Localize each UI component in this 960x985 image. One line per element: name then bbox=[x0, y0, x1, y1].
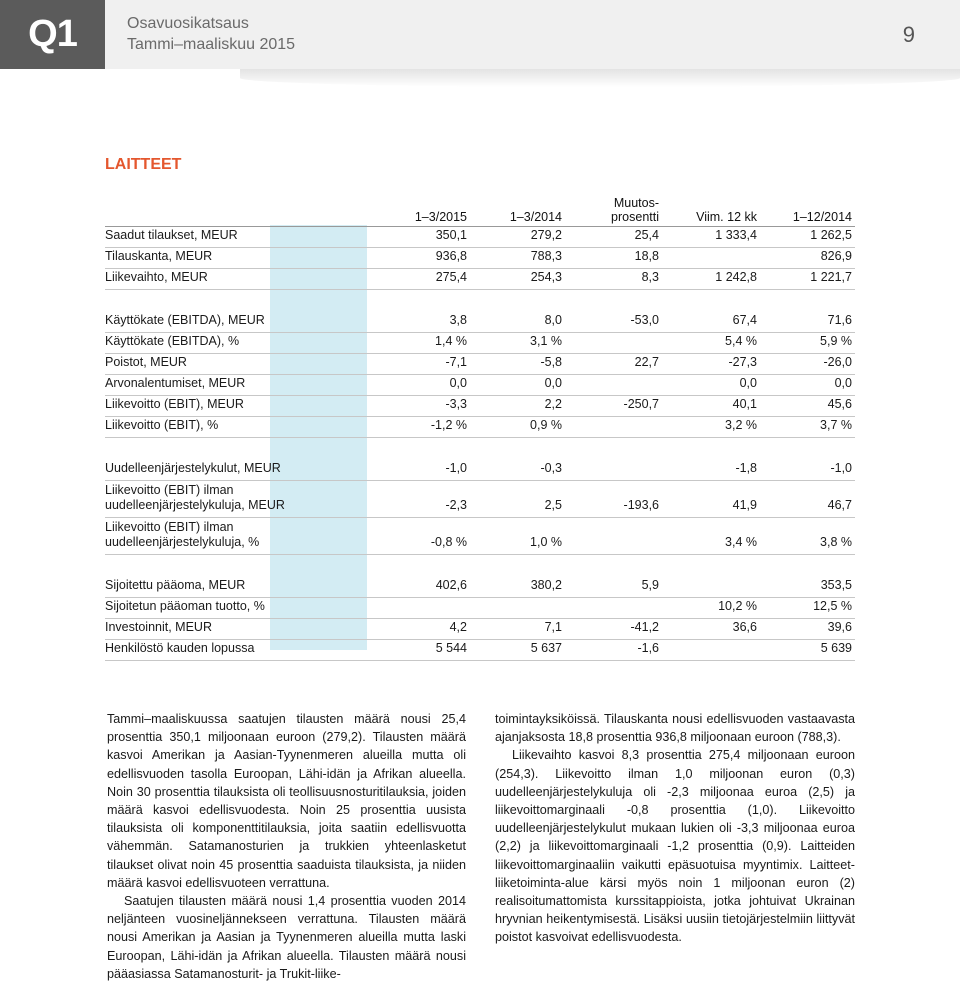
table-cell: 3,7 % bbox=[820, 418, 852, 432]
table-cell: 826,9 bbox=[820, 249, 852, 263]
row-label: Sijoitetun pääoman tuotto, % bbox=[105, 599, 265, 613]
row-label: Käyttökate (EBITDA), % bbox=[105, 334, 240, 348]
table-cell: 1,0 % bbox=[530, 535, 562, 549]
row-label: Henkilöstö kauden lopussa bbox=[105, 641, 255, 655]
table-cell: 25,4 bbox=[634, 228, 659, 242]
table-cell: 936,8 bbox=[435, 249, 467, 263]
row-label: Liikevoitto (EBIT) ilman uudelleenjärjestelykuluja, MEUR bbox=[105, 483, 285, 512]
row-label: Arvonalentumiset, MEUR bbox=[105, 376, 246, 390]
table-cell: 0,0 bbox=[834, 376, 852, 390]
table-row bbox=[105, 227, 855, 248]
table-cell: 8,0 bbox=[544, 313, 562, 327]
table-cell: 5,4 % bbox=[725, 334, 757, 348]
table-row bbox=[105, 598, 855, 619]
table-cell: -1,0 bbox=[445, 461, 467, 475]
table-cell: 67,4 bbox=[732, 313, 757, 327]
table-cell: -3,3 bbox=[445, 397, 467, 411]
report-title: Osavuosikatsaus bbox=[127, 15, 249, 32]
financial-table bbox=[105, 190, 855, 661]
table-cell: -41,2 bbox=[630, 620, 659, 634]
report-period: Tammi–maaliskuu 2015 bbox=[127, 36, 296, 53]
table-cell: 0,0 bbox=[544, 376, 562, 390]
table-cell: 36,6 bbox=[732, 620, 757, 634]
paragraph: Saatujen tilausten määrä nousi 1,4 prosenttia vuoden 2014 neljänteen vuosineljännekseen verrattuna. Tilausten määrä nousi Amerikan ja Aasian ja Tyynenmeren alueilla mutta laski Euroopan, Lähi-idän ja Afrikan alueella. Tilausten määrä nousi pääasiassa Satamanosturit- ja Trukit-liike- bbox=[107, 894, 466, 981]
table-cell: 40,1 bbox=[732, 397, 757, 411]
table-cell: 5,9 bbox=[641, 578, 659, 592]
row-label: Poistot, MEUR bbox=[105, 355, 187, 369]
table-cell: 7,1 bbox=[544, 620, 562, 634]
table-cell: 5 639 bbox=[820, 641, 852, 655]
table-cell: 5,9 % bbox=[820, 334, 852, 348]
table-cell: 1 221,7 bbox=[810, 270, 852, 284]
header-bar bbox=[105, 0, 960, 69]
group-spacer bbox=[105, 555, 855, 577]
group-spacer bbox=[105, 438, 855, 460]
table-cell: -1,0 bbox=[830, 461, 852, 475]
table-cell: -1,2 % bbox=[430, 418, 467, 432]
table-cell: 3,4 % bbox=[725, 535, 757, 549]
table-cell: 275,4 bbox=[435, 270, 467, 284]
table-cell: -1,8 bbox=[735, 461, 757, 475]
table-cell: 402,6 bbox=[435, 578, 467, 592]
table-cell: 8,3 bbox=[641, 270, 659, 284]
table-cell: 3,8 % bbox=[820, 535, 852, 549]
table-cell: 350,1 bbox=[435, 228, 467, 242]
table-row bbox=[105, 333, 855, 354]
table-cell: 1 262,5 bbox=[810, 228, 852, 242]
table-row bbox=[105, 481, 855, 518]
table-row bbox=[105, 354, 855, 375]
table-cell: 380,2 bbox=[530, 578, 562, 592]
table-cell: 5 544 bbox=[435, 641, 467, 655]
column-header: 1–12/2014 bbox=[792, 210, 852, 224]
text-column-right bbox=[495, 710, 855, 947]
table-cell: 46,7 bbox=[827, 498, 852, 512]
row-label: Liikevaihto, MEUR bbox=[105, 270, 208, 284]
table-row bbox=[105, 312, 855, 333]
column-header: Muutos- prosentti bbox=[611, 196, 659, 224]
table-cell: -27,3 bbox=[728, 355, 757, 369]
table-row bbox=[105, 375, 855, 396]
row-label: Sijoitettu pääoma, MEUR bbox=[105, 578, 246, 592]
table-cell: 0,9 % bbox=[530, 418, 562, 432]
column-header: Viim. 12 kk bbox=[696, 210, 757, 224]
column-header: 1–3/2015 bbox=[414, 210, 467, 224]
table-cell: -0,3 bbox=[540, 461, 562, 475]
table-cell: 1 242,8 bbox=[715, 270, 757, 284]
table-header bbox=[105, 190, 855, 227]
table-cell: 18,8 bbox=[634, 249, 659, 263]
table-cell: 71,6 bbox=[827, 313, 852, 327]
table-cell: 353,5 bbox=[820, 578, 852, 592]
text-column-left bbox=[107, 710, 466, 983]
table-cell: -2,3 bbox=[445, 498, 467, 512]
table-row bbox=[105, 518, 855, 555]
table-cell: -250,7 bbox=[623, 397, 659, 411]
row-label: Saadut tilaukset, MEUR bbox=[105, 228, 238, 242]
table-cell: 3,1 % bbox=[530, 334, 562, 348]
table-cell: 39,6 bbox=[827, 620, 852, 634]
table-row bbox=[105, 640, 855, 661]
table-cell: 2,2 bbox=[544, 397, 562, 411]
table-cell: -193,6 bbox=[623, 498, 659, 512]
table-cell: 45,6 bbox=[827, 397, 852, 411]
table-cell: 12,5 % bbox=[813, 599, 852, 613]
table-cell: 10,2 % bbox=[718, 599, 757, 613]
paragraph: Tammi–maaliskuussa saatujen tilausten määrä nousi 25,4 prosenttia 350,1 miljoonaan euroon (279,2). Tilausten määrä kasvoi Amerikan ja Aasian-Tyynenmeren alueilla mutta oli edellisvuoden tasolla Euroopan, Lähi-idän ja Afrikan alueella. Noin 30 prosenttia tilauksista oli teollisuusnosturitilauksia, joiden määrä kasvoi edellisvuodesta. Noin 25 prosenttia uusista tilauksista oli komponenttitilauksia, joita saatiin edellisvuotta vähemmän. Satamanosturien ja trukkien yhteenlasketut tilaukset olivat noin 45 prosenttia saaduista tilauksista, ja niiden määrä kasvoi edellisvuoteen verrattuna. bbox=[107, 712, 466, 890]
table-cell: 3,2 % bbox=[725, 418, 757, 432]
table-cell: 0,0 bbox=[449, 376, 467, 390]
table-cell: -5,8 bbox=[540, 355, 562, 369]
table-cell: 1 333,4 bbox=[715, 228, 757, 242]
table-cell: 4,2 bbox=[449, 620, 467, 634]
table-cell: -53,0 bbox=[630, 313, 659, 327]
table-cell: 788,3 bbox=[530, 249, 562, 263]
row-label: Uudelleenjärjestelykulut, MEUR bbox=[105, 461, 281, 475]
table-cell: 0,0 bbox=[739, 376, 757, 390]
paragraph: Liikevaihto kasvoi 8,3 prosenttia 275,4 miljoonaan euroon (254,3). Liikevoitto ilman 1,0 miljoonan euron (0,3) uudelleenjärjestelykuluja oli -2,3 miljoonaa euroa (2,5) ja liikevoittomarginaali -0,8 prosenttia (1,0). Liikevoitto uudelleenjärjestelykulut mukaan lukien oli -3,3 miljoonaa euroa (2,2) ja liikevoittomarginaali -1,2 prosenttia (0,9). Laitteiden liikevoittomarginaaliin vaikutti epäsuotuisa myyntimix. Laitteet-liiketoiminta-alue kärsi myös noin 1 miljoonan euron (2) realisoitumattomista kurssitappioista, jotka johtuivat Ukrainan hryvnian heikentymisestä. Lisäksi uusiin tietojärjestelmiin liittyvät poistot kasvoivat edellisvuodesta. bbox=[495, 748, 855, 945]
page-number: 9 bbox=[902, 22, 915, 47]
table-cell: 5 637 bbox=[530, 641, 562, 655]
table-row bbox=[105, 619, 855, 640]
table-row bbox=[105, 417, 855, 438]
table-cell: 254,3 bbox=[530, 270, 562, 284]
table-cell: -26,0 bbox=[823, 355, 852, 369]
row-label: Käyttökate (EBITDA), MEUR bbox=[105, 313, 265, 327]
table-cell: -0,8 % bbox=[430, 535, 467, 549]
table-cell: 1,4 % bbox=[435, 334, 467, 348]
paragraph: toimintayksiköissä. Tilauskanta nousi edellisvuoden vastaavasta ajanjaksosta 18,8 prosenttia 936,8 miljoonaan euroon (788,3). bbox=[495, 712, 855, 745]
column-header: 1–3/2014 bbox=[509, 210, 562, 224]
row-label: Liikevoitto (EBIT), % bbox=[105, 418, 219, 432]
section-title: LAITTEET bbox=[105, 156, 182, 173]
row-label: Tilauskanta, MEUR bbox=[105, 249, 213, 263]
row-label: Liikevoitto (EBIT), MEUR bbox=[105, 397, 244, 411]
table-cell: 41,9 bbox=[732, 498, 757, 512]
table-cell: -1,6 bbox=[637, 641, 659, 655]
quarter-badge: Q1 bbox=[0, 0, 105, 69]
table-row bbox=[105, 248, 855, 269]
table-row bbox=[105, 396, 855, 417]
table-cell: 279,2 bbox=[530, 228, 562, 242]
table-row bbox=[105, 460, 855, 481]
header-shadow bbox=[240, 69, 960, 87]
table-row bbox=[105, 577, 855, 598]
table-cell: -7,1 bbox=[445, 355, 467, 369]
table-cell: 3,8 bbox=[449, 313, 467, 327]
row-label: Investoinnit, MEUR bbox=[105, 620, 212, 634]
table-cell: 22,7 bbox=[634, 355, 659, 369]
row-label: Liikevoitto (EBIT) ilman uudelleenjärjestelykuluja, % bbox=[105, 520, 260, 549]
group-spacer bbox=[105, 290, 855, 312]
table-row bbox=[105, 269, 855, 290]
table-cell: 2,5 bbox=[544, 498, 562, 512]
